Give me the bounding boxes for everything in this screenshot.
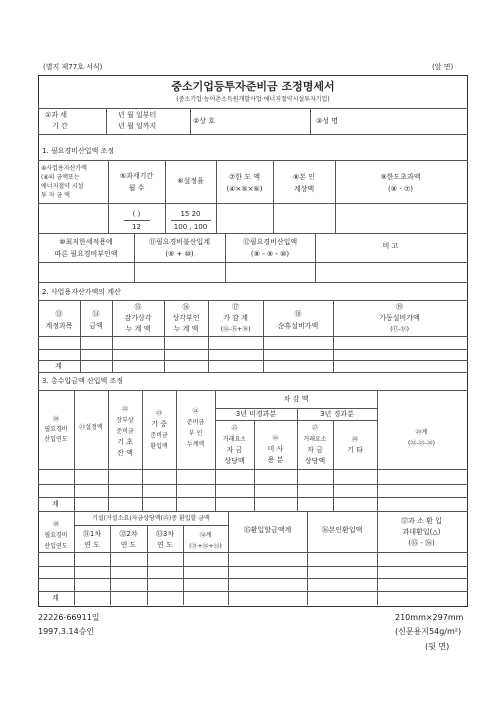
rule bbox=[315, 233, 316, 282]
rate-fraction: 15 20 100 , 100 bbox=[173, 210, 208, 231]
section-2-total-label: 계 bbox=[55, 362, 62, 370]
rule bbox=[74, 390, 75, 511]
company-label: ②상 호 bbox=[193, 117, 216, 125]
rule bbox=[38, 336, 468, 337]
form-title: 중소기업등투자준비금 조정명세서 bbox=[171, 80, 335, 93]
col20-header: ⑳ 필요경비 산입연도 bbox=[44, 416, 68, 443]
rule bbox=[38, 134, 468, 135]
col7-header: ⑦한 도 액 (④×⑤×⑥) bbox=[226, 173, 263, 193]
col9-header: ⑨한도초과액 (⑧ - ⑦) bbox=[380, 173, 421, 193]
footer-size: 210mm×297mm bbox=[395, 613, 464, 622]
col17-header: ⑰ 가 감 계 (⑭-⑮+⑯) bbox=[220, 303, 251, 333]
rule bbox=[38, 160, 468, 161]
rule bbox=[310, 108, 311, 134]
rule bbox=[38, 390, 468, 391]
col13-header: ⑬ 계정과목 bbox=[45, 310, 73, 330]
rule bbox=[106, 108, 107, 134]
refund-header: 기설(거설소요)자금상당액(㉕)중 환입할 금액 bbox=[92, 515, 210, 522]
col21-header: ㉑설정액 bbox=[79, 424, 103, 431]
rule bbox=[38, 372, 468, 373]
months-fraction: ( ) 12 bbox=[132, 210, 141, 231]
col36-header: ㊱본인환입액 bbox=[321, 526, 363, 534]
rule bbox=[74, 525, 228, 526]
col31-header: ㉛1차 연 도 bbox=[82, 530, 102, 549]
form-subtitle: (중소기업·농어촌소득원개발사업·에너지절약시설투자기업) bbox=[176, 96, 330, 103]
rule bbox=[74, 511, 75, 605]
rule bbox=[38, 566, 468, 567]
col4-header: ④사업용자산가액 (⑧의 금액또는 에너지절약 시설 투 자 금 액 bbox=[41, 165, 87, 199]
col33-header: ㉝3차 연 도 bbox=[155, 530, 175, 549]
col34-header: ㉞계 (㉛+㉜+㉝) bbox=[189, 532, 222, 550]
rule bbox=[38, 497, 468, 498]
col11-header: ⑪필요경비불산입계 (⑨ + ⑩) bbox=[148, 238, 211, 258]
col5-header: ⑤과세기간 월 수 bbox=[119, 172, 154, 192]
col19-header: ⑲ 가동설비가액 (⑰-⑱) bbox=[379, 303, 420, 333]
col23-header: ㉓ 기 중 준비금 환입액 bbox=[150, 410, 168, 450]
remark-header: 비 고 bbox=[382, 242, 399, 250]
period-label-2: 기 간 bbox=[52, 122, 68, 130]
sheet-side: (앞 면) bbox=[432, 63, 454, 71]
fraction-line bbox=[171, 220, 211, 221]
rule bbox=[377, 390, 378, 511]
rule bbox=[38, 349, 468, 350]
section-3-total-label: 계 bbox=[52, 500, 59, 508]
section-2-title: 2. 사업용자산가액의 계산 bbox=[42, 288, 121, 296]
col35-header: ㉟환입할금액계 bbox=[243, 526, 292, 534]
rule bbox=[38, 203, 468, 204]
col12-header: ⑫필요경비산입액 (⑧ - ⑨ - ⑩) bbox=[242, 238, 298, 258]
col28-header: ㉘ 기 타 bbox=[347, 436, 363, 454]
rule bbox=[38, 591, 468, 592]
section-3-title: 3. 총수입금액 산입액 조정 bbox=[42, 377, 123, 385]
col37-header: ㊲과 소 환 입 과대환입(△) (㉟ - ㊱) bbox=[401, 517, 442, 547]
form-number: (별지 제77호 서식) bbox=[43, 63, 103, 71]
col15-header: ⑮ 감가상각 누 계 액 bbox=[124, 303, 152, 333]
col29-header: ㉙계 (㉒-㉓-㉔) bbox=[407, 429, 435, 447]
rule bbox=[190, 108, 191, 134]
rule bbox=[38, 511, 468, 512]
rule bbox=[38, 578, 468, 579]
rule bbox=[38, 484, 468, 485]
col32-header: ㉜2차 연 도 bbox=[119, 530, 138, 549]
over3-header: 3년 경과분 bbox=[320, 410, 354, 418]
period-label: ①과 세 bbox=[45, 111, 68, 119]
under3-header: 3년 미경과분 bbox=[235, 410, 277, 418]
rule bbox=[38, 552, 468, 553]
rule bbox=[215, 408, 377, 409]
col25-header: ㉕ 거래요소 자 금 상당액 bbox=[222, 425, 247, 465]
refund-total-label: 계 bbox=[52, 594, 59, 602]
period-from: 년 월 일부터 bbox=[118, 111, 157, 119]
deduct-header: 차 감 액 bbox=[283, 395, 309, 403]
col6-header: ⑥설정율 bbox=[177, 177, 204, 185]
rule bbox=[38, 233, 468, 234]
col16-header: ⑯ 상각부인 누 계 액 bbox=[172, 303, 200, 333]
col30-header: ㉚ 필요경비 산입연도 bbox=[44, 521, 68, 550]
col26-header: ㉖ 미 사 용 분 bbox=[267, 435, 284, 464]
fraction-line bbox=[124, 220, 150, 221]
col18-header: ⑱ 순휴설비가액 bbox=[277, 310, 319, 330]
section-1-title: 1. 필요경비산입액 조정 bbox=[42, 147, 114, 155]
col27-header: ㉗ 거래요소 자 금 상당액 bbox=[303, 425, 327, 465]
period-to: 년 월 일까지 bbox=[118, 122, 157, 130]
footer-paper: (신문용지54g/m²) bbox=[395, 627, 462, 636]
col8-header: ⑧본 인 계상액 bbox=[292, 173, 316, 193]
rule bbox=[38, 360, 468, 361]
footer-code: 22226-66911일 bbox=[38, 613, 100, 622]
rule bbox=[38, 262, 468, 263]
rule bbox=[38, 300, 468, 301]
rule bbox=[215, 420, 377, 421]
col24-header: ㉔ 준비금 부 인 누계액 bbox=[186, 408, 205, 448]
col10-header: ⑩최저한세적용에 따른 필요경비부인액 bbox=[54, 238, 118, 258]
footer-back: (뒷 면) bbox=[425, 642, 450, 651]
col22-header: ㉒ 장부상 준비금 기 초 잔 액 bbox=[116, 406, 134, 457]
footer-date: 1997.3.14승인 bbox=[38, 627, 95, 636]
col14-header: ⑭ 금액 bbox=[89, 310, 103, 330]
rule bbox=[38, 469, 468, 470]
rule bbox=[38, 108, 468, 109]
rule bbox=[38, 282, 468, 283]
name-label: ③성 명 bbox=[316, 117, 339, 125]
